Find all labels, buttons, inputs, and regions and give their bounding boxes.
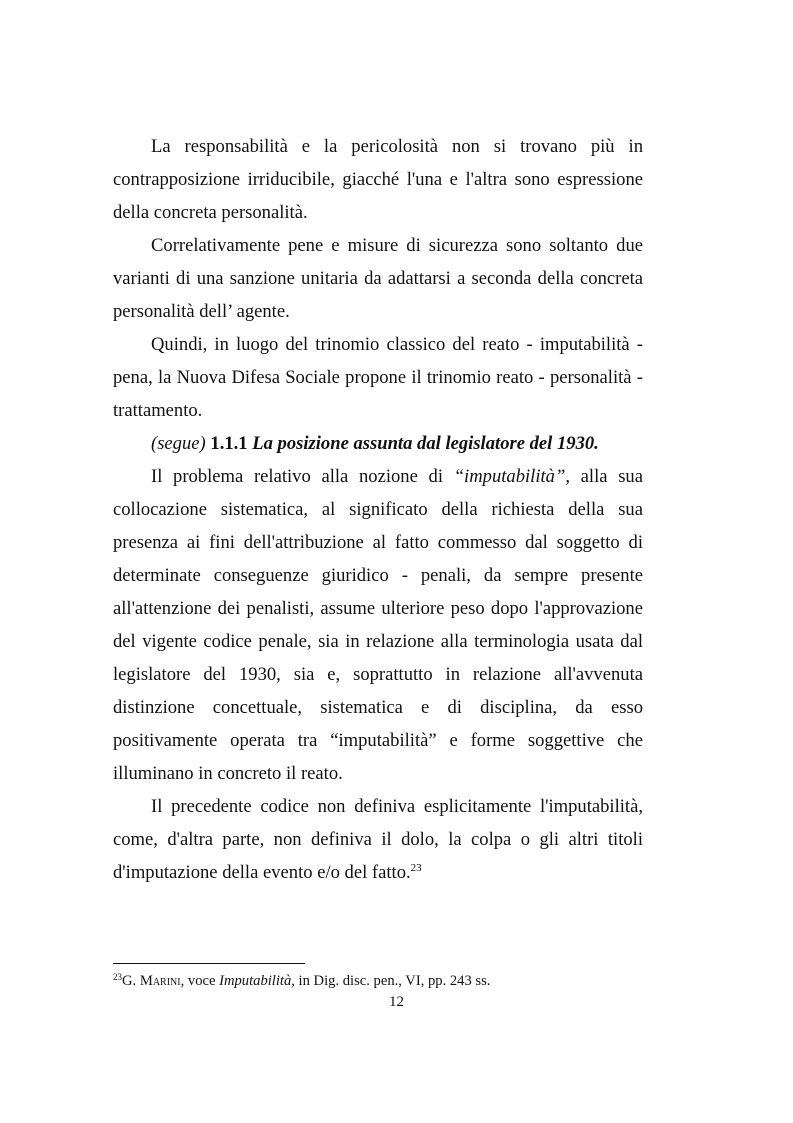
footnote-author-initial: G. [122, 973, 140, 989]
paragraph-5 [113, 790, 643, 889]
footnote-entry: Imputabilità, [219, 973, 295, 989]
page-number: 12 [389, 994, 404, 1010]
footnote-divider [113, 963, 305, 964]
paragraph-4-rest: , alla sua collocazione sistematica, al significato della richiesta della sua presenza ai fini dell'attribuzione al fatto commesso dal soggetto di determinate conseguenze giuridico - penali, da sempre presente all'attenzione dei penalisti, assume ulteriore peso dopo l'approvazione del vigente codice penale, sia in relazione alla terminologia usata dal legislatore del 1930, sia e, soprattutto in relazione all'avvenuta distinzione concettuale, sistematica e di disciplina, da esso positivamente operata tra “imputabilità” e forme soggettive che illuminano in concreto il reato. [113, 466, 643, 784]
paragraph-5-text: Il precedente codice non definiva esplicitamente l'imputabilità, come, d'altra parte, non definiva il dolo, la colpa o gli altri titoli d'imputazione della evento e/o del fatto. [113, 796, 643, 883]
paragraph-2: Correlativamente pene e misure di sicurezza sono soltanto due varianti di una sanzione unitaria da adattarsi a seconda della concreta personalità dell’ agente. [113, 235, 643, 322]
footnote-text-2: in Dig. disc. pen., VI, pp. 243 ss. [294, 973, 491, 989]
footnote-author-name: Marini [139, 973, 181, 989]
heading-prefix: (segue) [151, 433, 206, 454]
paragraph-4-start: Il problema relativo alla nozione di [151, 466, 454, 487]
paragraph-4 [113, 460, 643, 790]
footnote [113, 972, 673, 990]
paragraph-1: La responsabilità e la pericolosità non si trovano più in contrapposizione irriducibile, giacché l'una e l'altra sono espressione della concreta personalità. [113, 136, 643, 223]
paragraph-3: Quindi, in luogo del trinomio classico del reato - imputabilità - pena, la Nuova Difesa Sociale propone il trinomio reato - personalità - trattamento. [113, 334, 643, 421]
heading-title: La posizione assunta dal legislatore del 1930. [252, 433, 599, 454]
heading-number: 1.1.1 [210, 433, 248, 454]
footnote-reference[interactable]: 23 [410, 862, 422, 874]
paragraph-4-emphasis: “imputabilità” [453, 466, 566, 487]
body-text [113, 130, 643, 889]
footnote-number: 23 [113, 972, 122, 982]
footnote-text-1: , voce [180, 973, 220, 989]
section-heading [113, 427, 643, 460]
